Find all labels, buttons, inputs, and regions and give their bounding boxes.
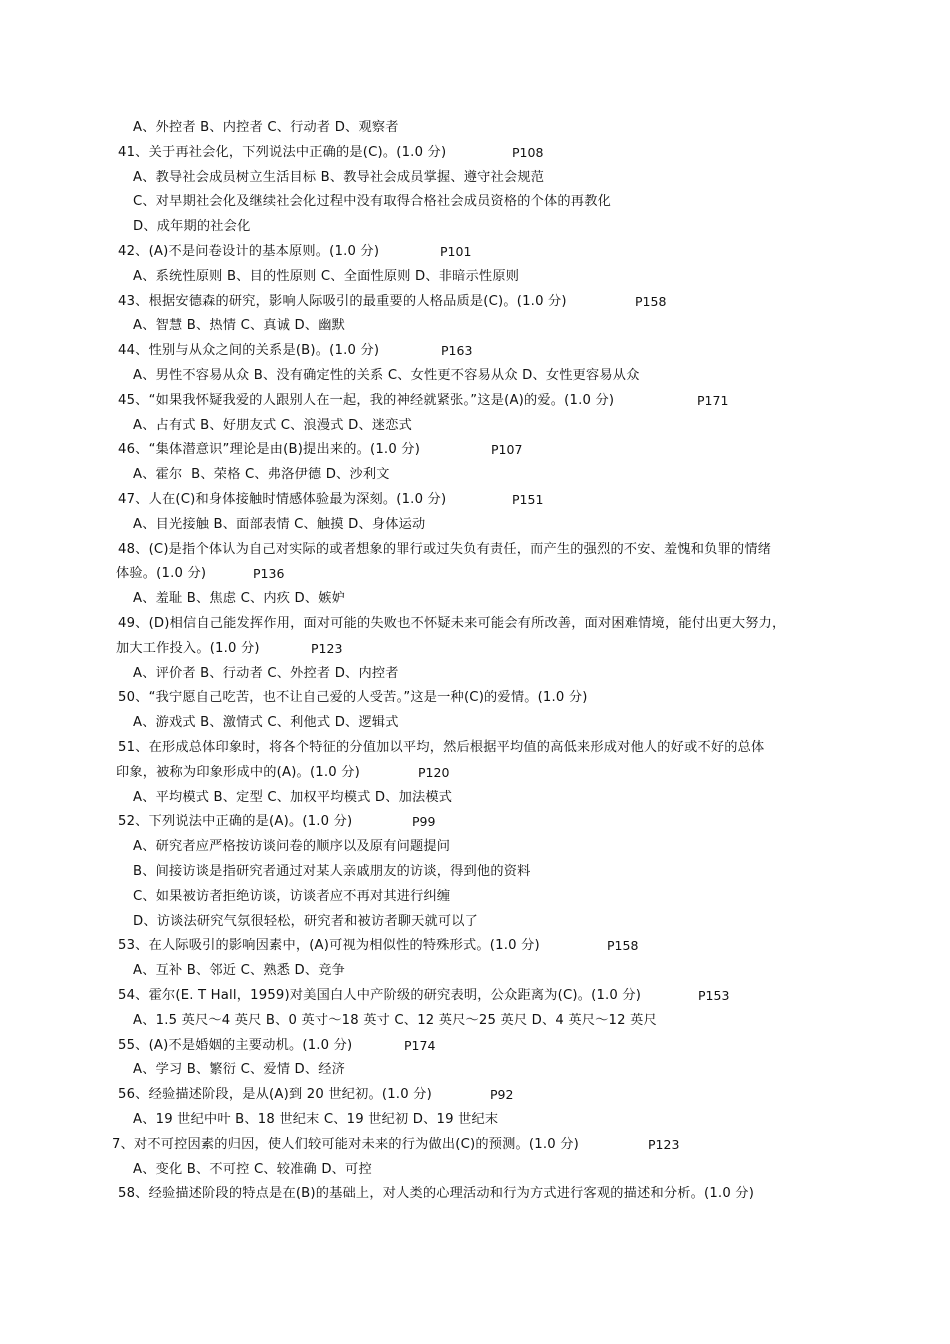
- answer-options: A、评价者 B、行动者 C、外控者 D、内控者: [133, 665, 399, 681]
- answer-options: C、对早期社会化及继续社会化过程中没有取得合格社会成员资格的个体的再教化: [133, 194, 611, 210]
- question-text: 47、人在(C)和身体接触时情感体验最为深刻。(1.0 分): [118, 492, 447, 507]
- answer-options: A、羞耻 B、焦虑 C、内疚 D、嫉妒: [133, 591, 346, 607]
- page-reference: P123: [648, 1136, 680, 1152]
- page-reference: P120: [418, 764, 450, 780]
- question-text: 48、(C)是指个体认为自己对实际的或者想象的罪行或过失负有责任，而产生的强烈的不安、羞愧和负罪的情绪: [118, 541, 772, 557]
- answer-options: A、霍尔 B、荣格 C、弗洛伊德 D、沙利文: [133, 467, 390, 483]
- page-reference: P151: [512, 492, 544, 507]
- question-text: 52、下列说法中正确的是(A)。(1.0 分): [118, 814, 353, 830]
- page-reference: P99: [412, 814, 436, 830]
- page-reference: P158: [607, 938, 639, 954]
- answer-options: A、平均模式 B、定型 C、加权平均模式 D、加法模式: [133, 789, 453, 805]
- question-text: 44、性别与从众之间的关系是(B)。(1.0 分): [118, 343, 380, 359]
- question-text: 56、经验描述阶段，是从(A)到 20 世纪初。(1.0 分): [118, 1087, 432, 1103]
- question-continuation: 加大工作投入。(1.0 分): [116, 640, 260, 656]
- page-reference: P108: [512, 144, 544, 160]
- page-reference: P158: [635, 293, 667, 309]
- answer-options: A、变化 B、不可控 C、较准确 D、可控: [133, 1161, 372, 1177]
- question-text: 49、(D)相信自己能发挥作用，面对可能的失败也不怀疑未来可能会有所改善，面对困难情境，能付出更大努力，: [118, 616, 786, 631]
- question-text: 7、对不可控因素的归因，使人们较可能对未来的行为做出(C)的预测。(1.0 分): [112, 1136, 579, 1152]
- question-text: 51、在形成总体印象时，将各个特征的分值加以平均，然后根据平均值的高低来形成对他人的好或不好的总体: [118, 740, 765, 755]
- question-continuation: 体验。(1.0 分): [116, 566, 207, 582]
- question-text: 45、“如果我怀疑我爱的人跟别人在一起，我的神经就紧张。”这是(A)的爱。(1.0 分): [118, 392, 615, 408]
- answer-options: A、1.5 英尺～4 英尺 B、0 英寸～18 英寸 C、12 英尺～25 英尺 D、4 英尺～12 英尺: [133, 1012, 657, 1028]
- answer-options: A、教导社会成员树立生活目标 B、教导社会成员掌握、遵守社会规范: [133, 169, 545, 185]
- page-reference: P101: [440, 244, 472, 259]
- answer-options: A、目光接触 B、面部表情 C、触摸 D、身体运动: [133, 516, 426, 532]
- question-text: 54、霍尔(E. T Hall，1959)对美国白人中产阶级的研究表明，公众距离为(C)。(1.0 分): [118, 988, 642, 1003]
- answer-options: A、智慧 B、热情 C、真诚 D、幽默: [133, 318, 346, 334]
- question-text: 53、在人际吸引的影响因素中，(A)可视为相似性的特殊形式。(1.0 分): [118, 938, 540, 954]
- question-continuation: 印象，被称为印象形成中的(A)。(1.0 分): [116, 764, 360, 780]
- question-text: 43、根据安德森的研究，影响人际吸引的最重要的人格品质是(C)。(1.0 分): [118, 293, 567, 309]
- question-text: 58、经验描述阶段的特点是在(B)的基础上，对人类的心理活动和行为方式进行客观的描述和分析。(1.0 分): [118, 1186, 755, 1202]
- answer-options: A、研究者应严格按访谈问卷的顺序以及原有问题提问: [133, 839, 451, 855]
- question-text: 55、(A)不是婚姻的主要动机。(1.0 分): [118, 1037, 353, 1053]
- page-reference: P107: [491, 442, 523, 458]
- answer-options: A、外控者 B、内控者 C、行动者 D、观察者: [133, 120, 399, 135]
- answer-options: A、19 世纪中叶 B、18 世纪末 C、19 世纪初 D、19 世纪末: [133, 1112, 499, 1127]
- answer-options: A、占有式 B、好朋友式 C、浪漫式 D、迷恋式: [133, 417, 412, 433]
- page-reference: P136: [253, 566, 285, 582]
- page-reference: P171: [697, 392, 729, 408]
- page-reference: P153: [698, 988, 730, 1003]
- page-reference: P123: [311, 640, 343, 656]
- answer-options: A、系统性原则 B、目的性原则 C、全面性原则 D、非暗示性原则: [133, 268, 520, 284]
- page-reference: P174: [404, 1037, 436, 1053]
- answer-options: D、访谈法研究气氛很轻松，研究者和被访者聊天就可以了: [133, 913, 479, 929]
- page-reference: P163: [441, 343, 473, 359]
- answer-options: B、间接访谈是指研究者通过对某人亲戚朋友的访谈，得到他的资料: [133, 864, 531, 879]
- question-text: 50、“我宁愿自己吃苦，也不让自己爱的人受苦。”这是一种(C)的爱情。(1.0 分): [118, 690, 588, 706]
- answer-options: A、男性不容易从众 B、没有确定性的关系 C、女性更不容易从众 D、女性更容易从众: [133, 368, 640, 383]
- answer-options: C、如果被访者拒绝访谈，访谈者应不再对其进行纠缠: [133, 888, 451, 904]
- answer-options: A、游戏式 B、激情式 C、利他式 D、逻辑式: [133, 715, 399, 731]
- answer-options: A、互补 B、邻近 C、熟悉 D、竞争: [133, 963, 346, 979]
- page-reference: P92: [490, 1087, 514, 1103]
- question-text: 41、关于再社会化，下列说法中正确的是(C)。(1.0 分): [118, 144, 447, 160]
- question-text: 42、(A)不是问卷设计的基本原则。(1.0 分): [118, 244, 380, 259]
- answer-options: D、成年期的社会化: [133, 219, 251, 235]
- question-text: 46、“集体潜意识”理论是由(B)提出来的。(1.0 分): [118, 442, 421, 458]
- answer-options: A、学习 B、繁衍 C、爱情 D、经济: [133, 1062, 346, 1078]
